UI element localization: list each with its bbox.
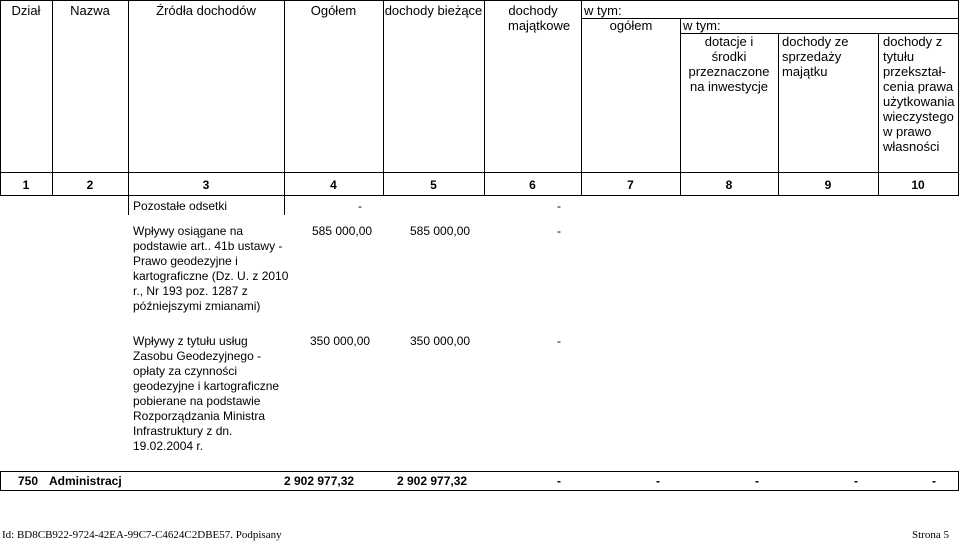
row-description: Wpływy z tytułu usług Zasobu Geodezyjnego - opłaty za czynności geodezyjne i kartograficzne pobierane na podstawie Rozporządzania Ministra Infrastruktury z dn. 19.02.2004 r. [133, 334, 280, 453]
summary-ogolem-2: - [656, 474, 660, 488]
grid-line [958, 471, 959, 491]
column-number: 8 [725, 178, 733, 192]
summary-biezace: 2 902 977,32 [397, 474, 468, 488]
row-description: Wpływy osiągane na podstawie art.. 41b ustawy - Prawo geodezyjne i kartograficzne (Dz. U. z 2010 r., Nr 193 poz. 1287 z późniejszymi zmianami) [133, 224, 289, 313]
header-przeksztalcenia: dochody z tytułu przekształ-cenia prawa użytkowania wieczystego w prawo własności [883, 34, 955, 154]
grid-line [0, 471, 1, 491]
summary-dzial: 750 [18, 474, 39, 488]
grid-line [0, 195, 959, 196]
column-number: 6 [529, 178, 536, 192]
column-number: 3 [202, 178, 210, 192]
row-description: Pozostałe odsetki [133, 199, 228, 213]
grid-line [778, 33, 779, 195]
header-sprzedazy: dochody ze sprzedaży majątku [782, 34, 849, 79]
grid-line [680, 18, 681, 195]
summary-majatkowe: - [557, 474, 561, 488]
grid-line [128, 195, 129, 215]
column-number: 7 [627, 178, 634, 192]
row-ogolem: - [358, 199, 362, 213]
header-zrodla: Źródła dochodów [156, 3, 256, 18]
grid-line [52, 0, 53, 195]
column-number: 10 [911, 178, 925, 192]
grid-line [0, 471, 959, 472]
grid-line [878, 33, 879, 195]
column-number: 5 [430, 178, 437, 192]
row-ogolem: 585 000,00 [312, 224, 373, 238]
grid-line [0, 172, 959, 173]
row-biezace: - [557, 199, 561, 213]
grid-line [0, 490, 959, 491]
column-number: 9 [824, 178, 832, 192]
header-ogolem-2: ogółem [609, 18, 653, 33]
grid-line [0, 0, 959, 1]
column-number: 4 [330, 178, 337, 192]
row-biezace: 585 000,00 [410, 224, 471, 238]
summary-przeksztalcenia: - [932, 474, 936, 488]
document-id: Id: BD8CB922-9724-42EA-99C7-C4624C2DBE57. Podpisany [2, 529, 282, 541]
row-majatkowe: - [557, 224, 561, 238]
header-w-tym-2: w tym: [683, 18, 721, 33]
summary-ogolem: 2 902 977,32 [284, 474, 355, 488]
summary-sprzedazy: - [854, 474, 858, 488]
summary-nazwa: Administracj [49, 474, 122, 488]
grid-line [484, 0, 485, 195]
row-biezace: 350 000,00 [410, 334, 471, 348]
column-number: 1 [22, 178, 30, 192]
row-ogolem: 350 000,00 [310, 334, 371, 348]
grid-line [284, 195, 285, 215]
column-number: 2 [86, 178, 94, 192]
header-majatkowe: dochody majątkowe [508, 3, 571, 33]
header-w-tym: w tym: [584, 3, 622, 18]
header-biezace: dochody bieżące [384, 3, 483, 18]
grid-line [284, 0, 285, 195]
page-number: Strona 5 [912, 529, 949, 541]
row-majatkowe: - [557, 334, 561, 348]
header-nazwa: Nazwa [70, 3, 110, 18]
grid-line [0, 0, 1, 195]
summary-dotacje: - [755, 474, 759, 488]
header-ogolem: Ogółem [310, 3, 357, 18]
header-dzial: Dział [11, 3, 41, 18]
grid-line [958, 0, 959, 195]
grid-line [383, 0, 384, 195]
header-dotacje: dotacje i środki przeznaczone na inwestycje [688, 34, 770, 94]
grid-line [128, 0, 129, 195]
